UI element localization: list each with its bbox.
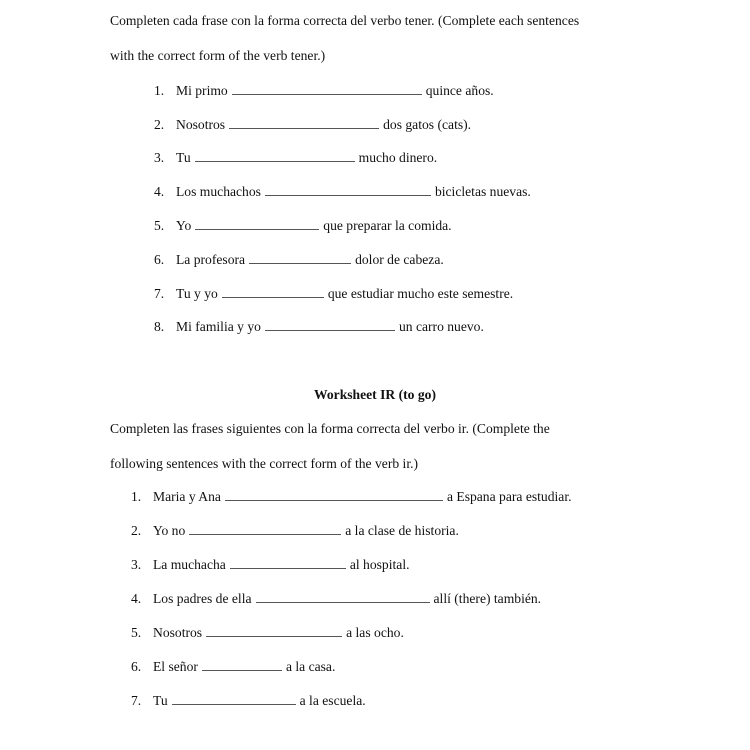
ir-item-3 bbox=[131, 557, 410, 573]
item-number: 6. bbox=[131, 659, 142, 674]
item-ending: a la clase de historia. bbox=[345, 523, 459, 538]
item-number: 3. bbox=[154, 150, 165, 165]
item-number: 2. bbox=[131, 523, 142, 538]
tener-item-2 bbox=[154, 117, 471, 133]
answer-blank[interactable] bbox=[202, 659, 282, 671]
item-number: 2. bbox=[154, 117, 165, 132]
item-subject: La profesora bbox=[176, 252, 246, 267]
item-subject: Yo bbox=[176, 218, 192, 233]
tener-item-5 bbox=[154, 218, 452, 234]
answer-blank[interactable] bbox=[229, 117, 379, 129]
ir-item-4 bbox=[131, 591, 541, 607]
item-ending: dos gatos (cats). bbox=[383, 117, 472, 132]
answer-blank[interactable] bbox=[172, 693, 296, 705]
answer-blank[interactable] bbox=[256, 591, 430, 603]
item-subject: Mi primo bbox=[176, 83, 228, 98]
item-subject: Maria y Ana bbox=[153, 489, 221, 504]
item-ending: que estudiar mucho este semestre. bbox=[327, 286, 514, 301]
tener-item-3 bbox=[154, 150, 437, 166]
item-subject: Tu bbox=[176, 150, 191, 165]
item-ending: bicicletas nuevas. bbox=[434, 184, 531, 199]
ir-instructions-line2: following sentences with the correct form of the verb ir.) bbox=[110, 456, 419, 471]
answer-blank[interactable] bbox=[225, 489, 443, 501]
item-number: 4. bbox=[154, 184, 165, 199]
item-ending: quince años. bbox=[425, 83, 494, 98]
item-subject: Nosotros bbox=[176, 117, 226, 132]
item-ending: a las ocho. bbox=[346, 625, 404, 640]
answer-blank[interactable] bbox=[232, 83, 422, 95]
item-subject: Los padres de ella bbox=[153, 591, 252, 606]
item-ending: mucho dinero. bbox=[358, 150, 438, 165]
item-subject: Mi familia y yo bbox=[176, 319, 261, 334]
item-number: 8. bbox=[154, 319, 165, 334]
item-subject: Nosotros bbox=[153, 625, 203, 640]
answer-blank[interactable] bbox=[195, 150, 355, 162]
item-subject: Yo no bbox=[153, 523, 186, 538]
item-number: 3. bbox=[131, 557, 142, 572]
item-subject: La muchacha bbox=[153, 557, 226, 572]
tener-item-1 bbox=[154, 83, 494, 99]
item-number: 5. bbox=[131, 625, 142, 640]
item-number: 5. bbox=[154, 218, 165, 233]
item-subject: Tu bbox=[153, 693, 168, 708]
answer-blank[interactable] bbox=[249, 252, 351, 264]
item-ending: al hospital. bbox=[349, 557, 410, 572]
answer-blank[interactable] bbox=[206, 625, 342, 637]
item-number: 1. bbox=[154, 83, 165, 98]
item-number: 7. bbox=[154, 286, 165, 301]
ir-item-5 bbox=[131, 625, 404, 641]
item-subject: Tu y yo bbox=[176, 286, 218, 301]
answer-blank[interactable] bbox=[230, 557, 346, 569]
item-subject: El señor bbox=[153, 659, 198, 674]
item-number: 7. bbox=[131, 693, 142, 708]
tener-item-8 bbox=[154, 319, 484, 335]
item-ending: dolor de cabeza. bbox=[355, 252, 444, 267]
ir-item-2 bbox=[131, 523, 459, 539]
item-number: 4. bbox=[131, 591, 142, 606]
answer-blank[interactable] bbox=[265, 184, 431, 196]
item-number: 6. bbox=[154, 252, 165, 267]
ir-item-6 bbox=[131, 659, 335, 675]
tener-item-6 bbox=[154, 252, 444, 268]
item-ending: a la escuela. bbox=[299, 693, 366, 708]
tener-instructions-line1: Completen cada frase con la forma correcta del verbo tener. (Complete each sentences bbox=[110, 13, 580, 28]
item-number: 1. bbox=[131, 489, 142, 504]
item-ending: a Espana para estudiar. bbox=[446, 489, 572, 504]
answer-blank[interactable] bbox=[189, 523, 341, 535]
worksheet-ir-heading: Worksheet IR (to go) bbox=[314, 387, 436, 402]
ir-item-1 bbox=[131, 489, 572, 505]
tener-item-4 bbox=[154, 184, 531, 200]
answer-blank[interactable] bbox=[195, 218, 319, 230]
item-ending: allí (there) también. bbox=[433, 591, 542, 606]
ir-item-7 bbox=[131, 693, 366, 709]
item-ending: que preparar la comida. bbox=[323, 218, 452, 233]
item-subject: Los muchachos bbox=[176, 184, 261, 199]
ir-instructions-line1: Completen las frases siguientes con la forma correcta del verbo ir. (Complete the bbox=[110, 421, 550, 436]
item-ending: un carro nuevo. bbox=[398, 319, 484, 334]
answer-blank[interactable] bbox=[222, 286, 324, 298]
tener-instructions-line2: with the correct form of the verb tener.) bbox=[110, 48, 326, 63]
tener-item-7 bbox=[154, 286, 513, 302]
answer-blank[interactable] bbox=[265, 319, 395, 331]
item-ending: a la casa. bbox=[285, 659, 336, 674]
